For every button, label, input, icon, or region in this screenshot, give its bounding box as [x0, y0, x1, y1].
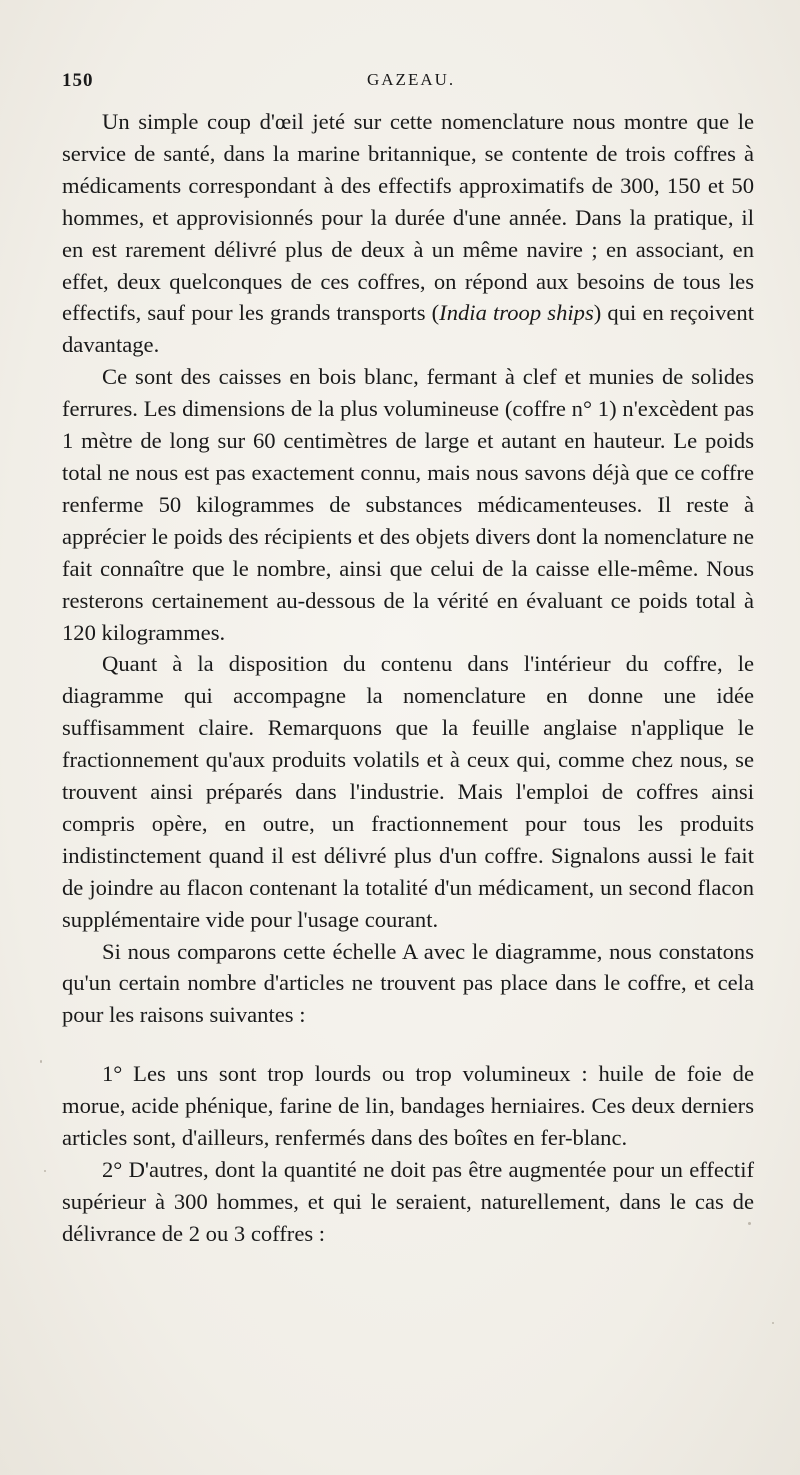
paragraph-2: Ce sont des caisses en bois blanc, fermant à clef et munies de solides ferrures. Les dimensions de la plus volumineuse (coffre n° 1) n'excèdent pas 1 mètre de long sur 60 centimètres de large et autant en hauteur. Le poids total ne nous est pas exactement connu, mais nous savons déjà que ce coffre renferme 50 kilogrammes de substances médicamenteuses. Il reste à apprécier le poids des récipients et des objets divers dont la nomenclature ne fait connaître que le nombre, ainsi que celui de la caisse elle-même. Nous resterons certainement au-dessous de la vérité en évaluant ce poids total à 120 kilogrammes.: [62, 364, 754, 645]
paragraph-1-italic: India troop ships: [439, 300, 594, 326]
body-text: [62, 106, 754, 1250]
paragraph-4: Si nous comparons cette échelle A avec le diagramme, nous constatons qu'un certain nombre d'articles ne trouvent pas place dans le coffre, et cela pour les raisons suivantes :: [62, 938, 754, 1028]
paper-speck: [772, 1322, 774, 1324]
paper-speck: [44, 1170, 46, 1172]
paper-speck: [40, 1060, 42, 1063]
page-header: [62, 70, 752, 100]
paragraph-1: [62, 106, 754, 361]
paragraph-1-text: Un simple coup d'œil jeté sur cette nomenclature nous montre que le service de santé, dans la marine britannique, se contente de trois coffres à médicaments correspondant à des effectifs approximatifs de 300, 150 et 50 hommes, et approvisionnés pour la durée d'une année. Dans la pratique, il en est rarement délivré plus de deux à un même navire ; en associant, en effet, deux quelconques de ces coffres, on répond aux besoins de tous les effectifs, sauf pour les grands transports (: [62, 109, 754, 326]
paragraph-3: Quant à la disposition du contenu dans l'intérieur du coffre, le diagramme qui accompagne la nomenclature en donne une idée suffisamment claire. Remarquons que la feuille anglaise n'applique le fractionnement qu'aux produits volatils et à ceux qui, comme chez nous, se trouvent ainsi préparés dans l'industrie. Mais l'emploi de coffres ainsi compris opère, en outre, un fractionnement pour tous les produits indistinctement quand il est délivré plus d'un coffre. Signalons aussi le fait de joindre au flacon contenant la totalité d'un médicament, un second flacon supplémentaire vide pour l'usage courant.: [62, 651, 754, 932]
paragraph-1-end: ) qui en reçoivent davantage.: [62, 300, 754, 358]
list-item-2: 2° D'autres, dont la quantité ne doit pas être augmentée pour un effectif supérieur à 300 hommes, et qui le seraient, naturellement, dans le cas de délivrance de 2 ou 3 coffres :: [62, 1157, 754, 1246]
page-number: 150: [62, 70, 94, 91]
list-item-1: 1° Les uns sont trop lourds ou trop volumineux : huile de foie de morue, acide phénique, farine de lin, bandages herniaires. Ces deux derniers articles sont, d'ailleurs, renfermés dans des boîtes en fer-blanc.: [62, 1061, 754, 1151]
running-head: GAZEAU.: [367, 70, 456, 89]
